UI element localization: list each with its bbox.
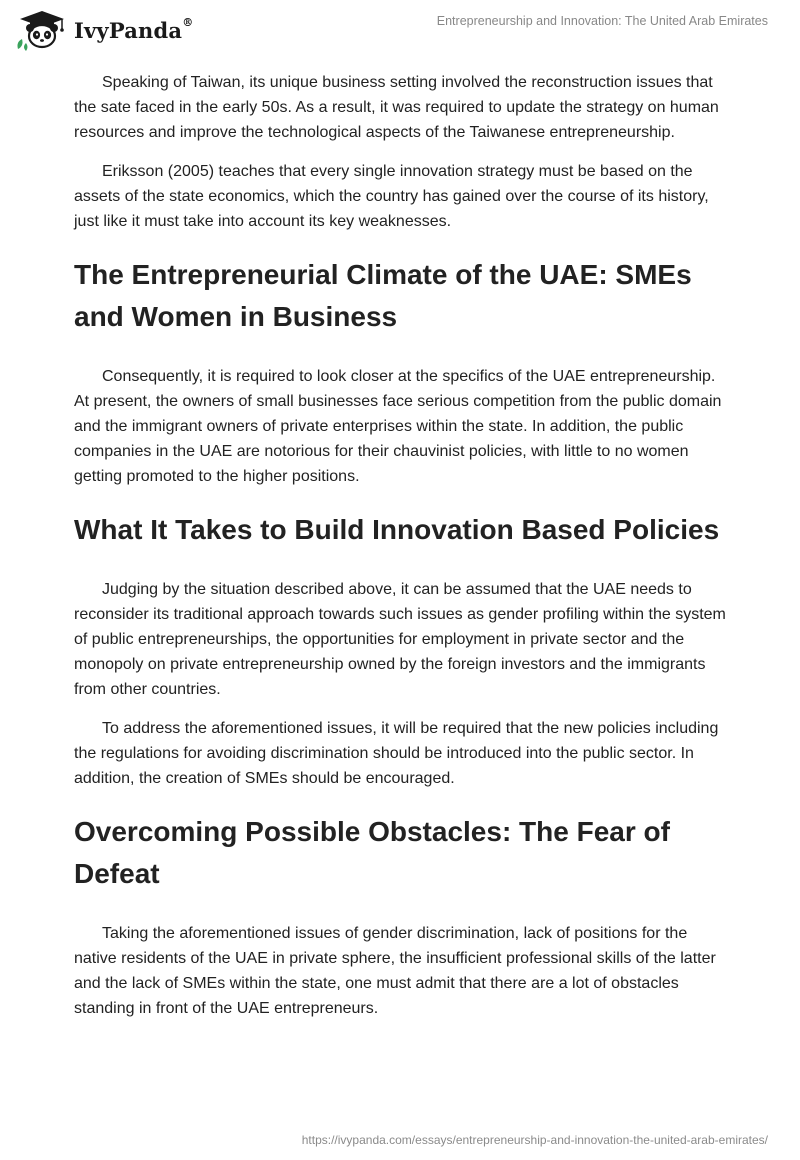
source-url[interactable]: https://ivypanda.com/essays/entrepreneurship-and-innovation-the-united-arab-emirates/ — [301, 1133, 768, 1147]
panda-graduate-icon — [14, 9, 70, 51]
document-title: Entrepreneurship and Innovation: The United Arab Emirates — [436, 14, 768, 28]
paragraph-uae-specifics: Consequently, it is required to look closer at the specifics of the UAE entrepreneurship. At present, the owners of small businesses face serious competition from the public domain and the immigrant owners of private enterprises within the state. In addition, the public companies in the UAE are notorious for their chauvinist policies, with little to no women getting promoted to the higher positions. — [74, 368, 722, 485]
page-header — [0, 0, 800, 60]
heading-entrepreneurial-climate: The Entrepreneurial Climate of the UAE: SMEs and Women in Business — [74, 259, 692, 332]
paragraph-obstacles: Taking the aforementioned issues of gender discrimination, lack of positions for the native residents of the UAE in private sphere, the insufficient professional skills of the latter and the lack of SMEs within the state, one must admit that there are a lot of obstacles standing in front of the UAE entrepreneurs. — [74, 925, 716, 1017]
heading-overcoming-obstacles: Overcoming Possible Obstacles: The Fear of Defeat — [74, 816, 670, 889]
paragraph-reconsider-approach: Judging by the situation described above, it can be assumed that the UAE needs to reconsider its traditional approach towards such issues as gender profiling within the system of public entrepreneurships, the opportunities for employment in private sector and the monopoly on private entrepreneurship owned by the foreign investors and the immigrants from other countries. — [74, 581, 726, 698]
ivypanda-logo[interactable] — [14, 10, 193, 50]
paragraph-eriksson: Eriksson (2005) teaches that every single innovation strategy must be based on the assets of the state economics, which the country has gained over the course of its history, just like it must take into account its key weaknesses. — [74, 163, 709, 230]
logo-wordmark: IvyPanda® — [74, 15, 194, 43]
heading-innovation-policies: What It Takes to Build Innovation Based Policies — [74, 514, 720, 545]
paragraph-taiwan: Speaking of Taiwan, its unique business setting involved the reconstruction issues that the sate faced in the early 50s. As a result, it was required to update the strategy on human resources and improve the technological aspects of the Taiwanese entrepreneurship. — [74, 74, 719, 141]
article-body — [74, 70, 734, 1035]
paragraph-address-issues: To address the aforementioned issues, it will be required that the new policies including the regulations for avoiding discrimination should be introduced into the public sector. In addition, the creation of SMEs should be encouraged. — [74, 720, 719, 787]
